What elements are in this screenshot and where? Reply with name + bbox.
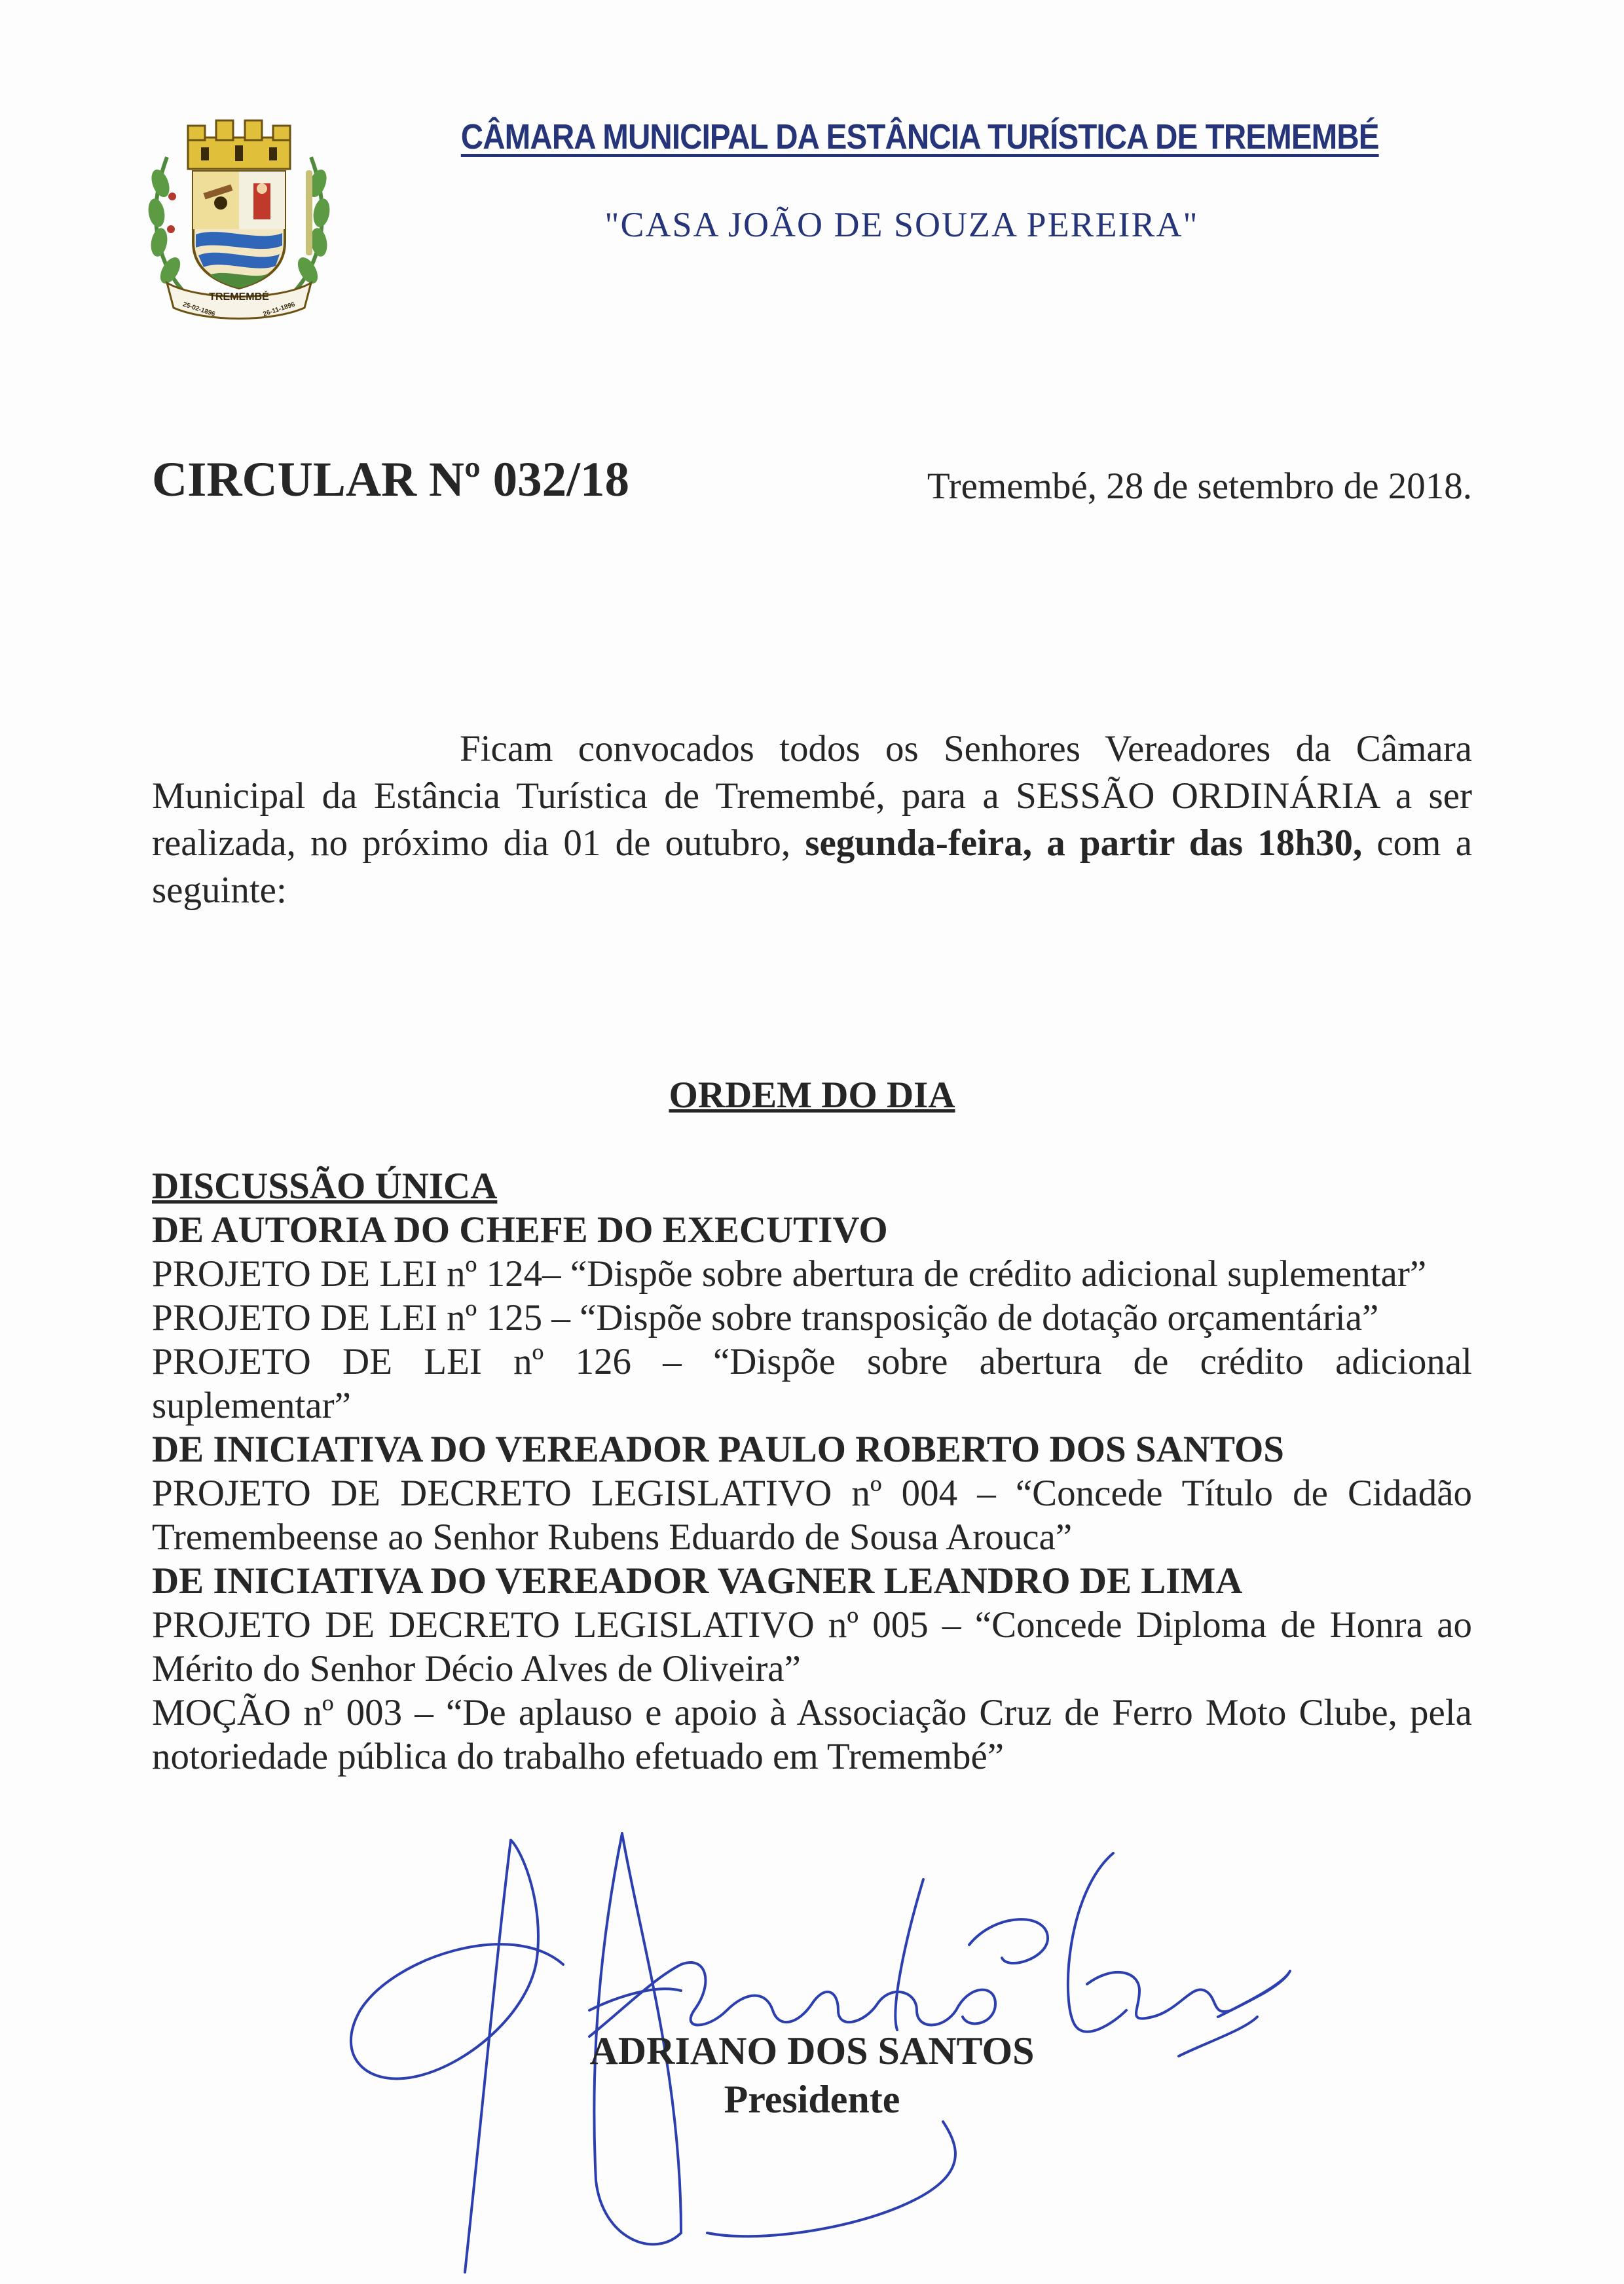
agenda-item: PROJETO DE LEI nº 124– “Dispõe sobre abertura de crédito adicional suplementar” — [152, 1253, 1427, 1295]
crest-date-right: 26-11-1896 — [262, 301, 296, 318]
convocation-text-start: Ficam convocados todos os Senhores Vereadores da Câmara Municipal da Estância Turística de Tremembé, para a SESSÃO ORDINÁRIA a ser realizada, no próximo dia 01 de outubro, — [152, 728, 1472, 864]
signatory-name — [0, 2029, 1624, 2074]
agenda-item: PROJETO DE LEI nº 125 – “Dispõe sobre transposição de dotação orçamentária” — [152, 1297, 1379, 1338]
crest-left-branch — [146, 157, 187, 295]
section-heading: DE INICIATIVA DO VEREADOR VAGNER LEANDRO DE LIMA — [152, 1560, 1243, 1602]
agenda-item: MOÇÃO nº 003 – “De aplauso e apoio à Associação Cruz de Ferro Moto Clube, pela notoriedade pública do trabalho efetuado em Tremembé” — [152, 1692, 1472, 1777]
agenda-title: ORDEM DO DIA — [669, 1075, 955, 1116]
agenda-item: PROJETO DE DECRETO LEGISLATIVO nº 005 – “Concede Diploma de Honra ao Mérito do Senhor Décio Alves de Oliveira” — [152, 1604, 1472, 1689]
circular-date: Tremembé, 28 de setembro de 2018. — [927, 466, 1472, 507]
institution-title: CÂMARA MUNICIPAL DA ESTÂNCIA TURÍSTICA DE TREMEMBÉ — [460, 117, 1379, 157]
section-heading: DE AUTORIA DO CHEFE DO EXECUTIVO — [152, 1209, 888, 1251]
crest-right-branch — [291, 157, 332, 295]
convocation-paragraph — [152, 726, 1472, 914]
signatory-role-text: Presidente — [724, 2078, 900, 2121]
crest-shield — [193, 172, 285, 288]
convocation-text-bold: segunda-feira, a partir das 18h30, — [805, 822, 1363, 864]
convocation-text-end: com a seguinte: — [152, 822, 1472, 911]
agenda-list — [152, 1164, 1472, 1778]
circular-number: CIRCULAR Nº 032/18 — [152, 452, 629, 507]
crest-banner-text: TREMEMBÉ — [209, 291, 269, 303]
discussion-heading: DISCUSSÃO ÚNICA — [152, 1166, 498, 1207]
institution-subtitle: "CASA JOÃO DE SOUZA PEREIRA" — [604, 205, 1199, 244]
signatory-role — [0, 2077, 1624, 2122]
section-heading: DE INICIATIVA DO VEREADOR PAULO ROBERTO DOS SANTOS — [152, 1429, 1284, 1470]
signatory-name-text: ADRIANO DOS SANTOS — [589, 2029, 1035, 2072]
agenda-item: PROJETO DE LEI nº 126 – “Dispõe sobre abertura de crédito adicional suplementar” — [152, 1341, 1472, 1426]
crest-mural-crown — [188, 120, 290, 169]
municipal-crest-icon — [141, 111, 337, 321]
crest-date-left: 25-02-1896 — [181, 301, 216, 318]
agenda-item: PROJETO DE DECRETO LEGISLATIVO nº 004 – “Concede Título de Cidadão Tremembeense ao Senhor Rubens Eduardo de Sousa Arouca” — [152, 1473, 1472, 1558]
